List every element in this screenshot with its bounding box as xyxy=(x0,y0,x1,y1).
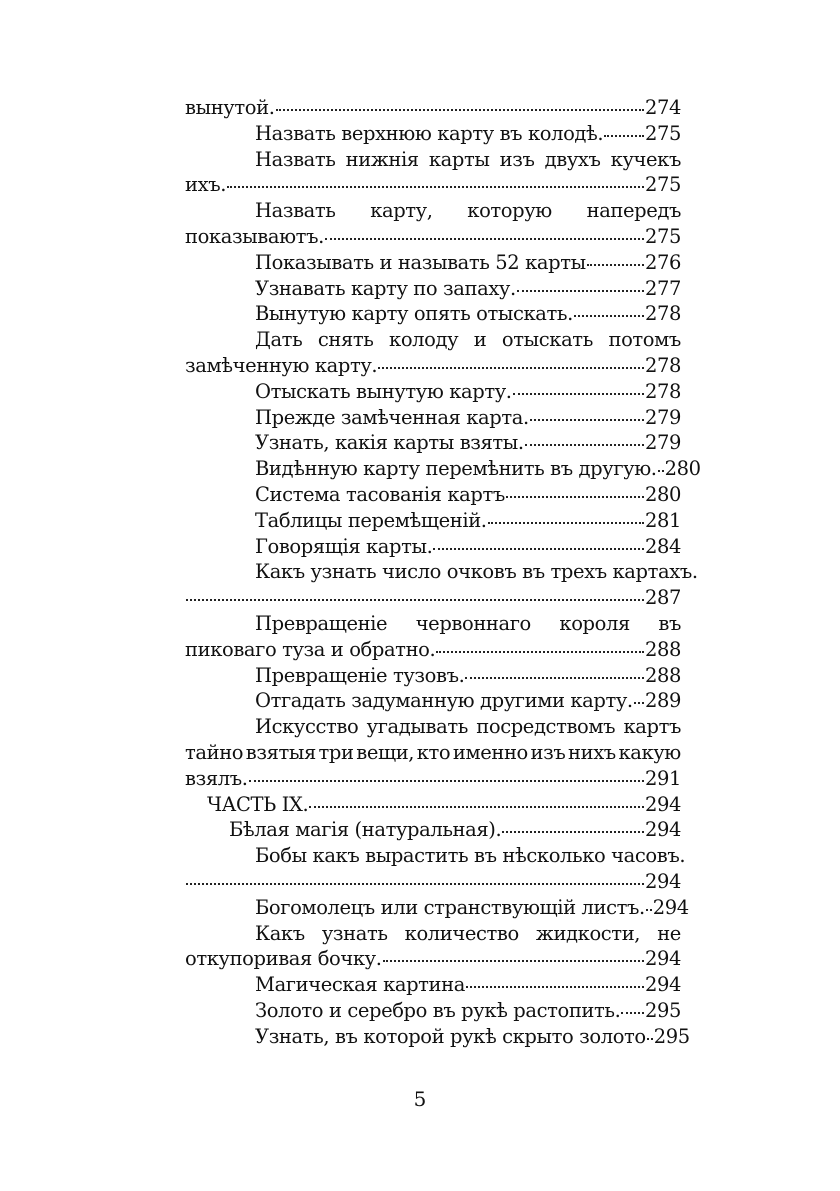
toc-page-number: 294 xyxy=(644,869,681,893)
toc-entry xyxy=(185,998,681,1024)
toc-entry xyxy=(185,585,681,611)
toc-entry-title: Узнать, въ которой рукѣ скрыто золото xyxy=(255,1024,646,1048)
toc-entry-title-line xyxy=(185,921,681,947)
toc-entry-title: Превращеніе тузовъ. xyxy=(255,663,465,687)
toc-page-number: 294 xyxy=(644,818,681,842)
toc-entry xyxy=(185,379,681,405)
leader-dots xyxy=(466,986,644,988)
toc-word: кучекъ xyxy=(610,147,681,171)
toc-entry-title: Показывать и называть 52 карты xyxy=(255,250,586,274)
toc-word: вещи, xyxy=(356,740,415,764)
toc-word: и xyxy=(473,328,487,352)
toc-word: изъ xyxy=(499,147,535,171)
toc-entry-continuation: ихъ. xyxy=(185,173,226,197)
leader-dots xyxy=(436,651,644,653)
toc-page-number: 288 xyxy=(644,663,681,687)
toc-entry xyxy=(185,663,681,689)
toc-section-title: Бѣлая магія (натуральная). xyxy=(229,818,502,842)
toc-page-number: 294 xyxy=(644,792,681,816)
toc-entry-continuation: вынутой. xyxy=(185,96,275,119)
toc-word: Назвать xyxy=(255,147,336,171)
leader-dots xyxy=(530,419,644,421)
toc-word: три xyxy=(318,740,354,764)
toc-word: которую xyxy=(467,199,552,223)
leader-dots xyxy=(525,444,644,446)
toc-entry-continuation: откупоривая бочку. xyxy=(185,947,382,971)
toc-word: угадывать xyxy=(366,715,468,739)
toc-entry-title xyxy=(255,147,681,173)
leader-dots xyxy=(513,393,644,395)
toc-word: Искусство xyxy=(255,715,359,739)
toc-page-number: 284 xyxy=(644,534,681,558)
toc-word: червоннаго xyxy=(415,611,531,635)
toc-word: посредствомъ xyxy=(476,715,616,739)
toc-part-title: ЧАСТЬ IX. xyxy=(207,792,309,816)
toc-entry-title xyxy=(255,611,681,637)
toc-word: двухъ xyxy=(544,147,601,171)
toc-page-number: 294 xyxy=(644,973,681,997)
toc-word: напередъ xyxy=(586,199,681,223)
leader-dots xyxy=(506,496,644,498)
toc-entry xyxy=(185,95,681,121)
leader-dots xyxy=(604,135,644,137)
toc-page-number: 295 xyxy=(644,998,681,1022)
toc-entry xyxy=(185,250,681,276)
toc-page-number: 278 xyxy=(644,379,681,403)
toc-entry-title: Вынутую карту опять отыскать. xyxy=(255,302,573,326)
toc-page-number: 275 xyxy=(644,121,681,145)
toc-word: нижнія xyxy=(345,147,419,171)
toc-word: Дать xyxy=(255,328,303,352)
toc-word: тайно xyxy=(185,740,244,764)
toc-page-number: 279 xyxy=(644,405,681,429)
toc-entry-title: Отыскать вынутую карту. xyxy=(255,379,512,403)
leader-dots xyxy=(488,522,644,524)
toc-word: Назвать xyxy=(255,199,336,223)
toc-entry xyxy=(185,456,701,482)
toc-entry-title-line xyxy=(185,147,681,173)
toc-word: изъ xyxy=(530,740,566,764)
toc-entry-title: Таблицы перемѣщеній. xyxy=(255,508,487,532)
toc-word: снять xyxy=(317,328,374,352)
leader-dots xyxy=(587,264,644,266)
page-number: 5 xyxy=(413,1087,427,1111)
leader-dots xyxy=(186,883,644,885)
toc-page-number: 280 xyxy=(644,482,681,506)
toc-page-number: 291 xyxy=(644,766,681,790)
toc-entry-title-line xyxy=(185,611,681,637)
toc-word: какую xyxy=(618,740,681,764)
toc-entry xyxy=(185,482,681,508)
toc-entry xyxy=(185,276,681,302)
leader-dots xyxy=(227,186,644,188)
toc-entry xyxy=(185,534,681,560)
toc-entry-title: Прежде замѣченная карта. xyxy=(255,405,529,429)
toc-entry xyxy=(185,946,681,972)
leader-dots xyxy=(658,470,664,472)
leader-dots xyxy=(378,367,644,369)
toc-entry xyxy=(185,637,681,663)
toc-entry xyxy=(185,508,681,534)
toc-entry-title-line xyxy=(185,559,698,585)
toc-entry-title xyxy=(255,198,681,224)
toc-entry-title: Какъ узнать число очковъ въ трехъ картахъ. xyxy=(255,560,698,584)
toc-entry-title-line xyxy=(185,714,681,740)
toc-page-number: 287 xyxy=(644,586,681,610)
leader-dots xyxy=(517,290,644,292)
toc-entry xyxy=(185,405,681,431)
toc-entry-title: Узнавать карту по запаху. xyxy=(255,276,516,300)
toc-page-number: 295 xyxy=(653,1024,690,1048)
toc-page-number: 294 xyxy=(644,947,681,971)
leader-dots xyxy=(186,599,644,601)
leader-dots xyxy=(249,780,644,782)
toc-entry-middle-line xyxy=(185,740,681,766)
toc-page-number: 289 xyxy=(644,689,681,713)
leader-dots xyxy=(646,909,652,911)
toc-entry xyxy=(185,1024,690,1050)
table-of-contents xyxy=(185,95,701,1049)
toc-word: короля xyxy=(559,611,630,635)
toc-word: взятыя xyxy=(245,740,316,764)
toc-entry-continuation: пиковаго туза и обратно. xyxy=(185,637,436,661)
toc-entry-title: Бобы какъ вырастить въ нѣсколько часовъ. xyxy=(255,844,686,868)
toc-entry xyxy=(185,172,681,198)
leader-dots xyxy=(574,315,644,317)
toc-page-number: 275 xyxy=(644,173,681,197)
toc-word: Какъ xyxy=(255,921,305,945)
toc-word: нихъ xyxy=(568,740,616,764)
toc-part-heading xyxy=(185,792,681,818)
toc-entry-title: Отгадать задуманную другими карту. xyxy=(255,689,633,713)
toc-entry xyxy=(185,430,681,456)
toc-entry xyxy=(185,688,681,714)
leader-dots xyxy=(621,1012,644,1014)
toc-entry-title: Назвать верхнюю карту въ колодѣ. xyxy=(255,121,604,145)
toc-page-number: 278 xyxy=(644,302,681,326)
toc-entry-title: Система тасованія картъ xyxy=(255,482,505,506)
toc-entry-title-line xyxy=(185,198,681,224)
toc-word: карту, xyxy=(370,199,433,223)
toc-entry-continuation: замѣченную карту. xyxy=(185,353,378,377)
toc-page-number: 277 xyxy=(644,276,681,300)
toc-word: жидкости, xyxy=(535,921,641,945)
toc-page-number: 276 xyxy=(644,250,681,274)
leader-dots xyxy=(309,806,644,808)
toc-entry-title: Говорящія карты. xyxy=(255,534,433,558)
toc-entry-continuation: показываютъ. xyxy=(185,224,324,248)
toc-word: картъ xyxy=(623,715,681,739)
toc-entry xyxy=(185,895,689,921)
toc-entry xyxy=(185,301,681,327)
toc-page-number: 279 xyxy=(644,431,681,455)
leader-dots xyxy=(502,831,644,833)
toc-word: карты xyxy=(428,147,490,171)
toc-entry xyxy=(185,869,681,895)
toc-word: узнать xyxy=(321,921,388,945)
toc-page-number: 281 xyxy=(644,508,681,532)
toc-entry-title: Богомолецъ или странствующій листъ. xyxy=(255,895,645,919)
toc-entry-title: Магическая картина xyxy=(255,973,465,997)
leader-dots xyxy=(276,109,644,111)
toc-page-number: 280 xyxy=(664,457,701,481)
toc-entry xyxy=(185,766,681,792)
toc-entry-title: Узнать, какія карты взяты. xyxy=(255,431,524,455)
toc-entry xyxy=(185,121,681,147)
toc-word: количество xyxy=(404,921,519,945)
toc-page-number: 274 xyxy=(644,96,681,119)
toc-entry-title xyxy=(255,714,681,740)
toc-page-number: 288 xyxy=(644,637,681,661)
leader-dots xyxy=(433,548,644,550)
toc-word: именно xyxy=(452,740,528,764)
toc-entry xyxy=(185,972,681,998)
toc-page-number: 278 xyxy=(644,353,681,377)
toc-word: не xyxy=(657,921,681,945)
leader-dots xyxy=(325,238,644,240)
toc-word: кто xyxy=(416,740,451,764)
leader-dots xyxy=(383,960,644,962)
toc-word: отыскать xyxy=(501,328,593,352)
toc-entry-title: Золото и серебро въ рукѣ растопить. xyxy=(255,998,621,1022)
toc-entry-title-line xyxy=(185,327,681,353)
toc-entry xyxy=(185,353,681,379)
toc-entry-middle xyxy=(185,740,681,766)
toc-word: колоду xyxy=(389,328,459,352)
toc-section-heading xyxy=(185,817,681,843)
leader-dots xyxy=(634,702,644,704)
toc-word: потомъ xyxy=(608,328,681,352)
toc-page-number: 294 xyxy=(652,895,689,919)
toc-entry-title xyxy=(255,327,681,353)
toc-page-number: 275 xyxy=(644,224,681,248)
toc-word: Превращеніе xyxy=(255,611,388,635)
toc-entry-title-line xyxy=(185,843,686,869)
toc-entry-title xyxy=(255,921,681,947)
leader-dots xyxy=(465,677,644,679)
toc-entry xyxy=(185,224,681,250)
leader-dots xyxy=(647,1038,653,1040)
toc-entry-continuation: взялъ. xyxy=(185,766,248,790)
toc-entry-title: Видѣнную карту перемѣнить въ другую. xyxy=(255,457,657,481)
toc-word: въ xyxy=(658,611,681,635)
